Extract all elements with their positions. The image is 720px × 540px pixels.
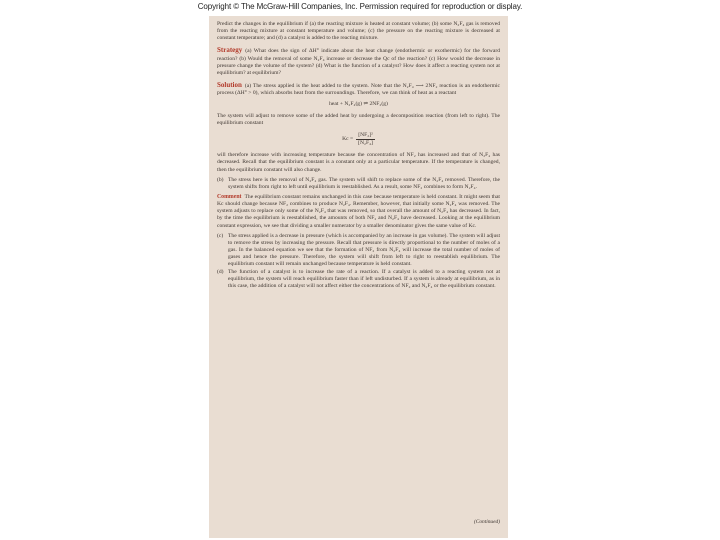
comment-text: The equilibrium constant remains unchanged in this case because temperature is held constant. It might seem that Kc should change because NF₂ combines to produce N₂F₄. Remember, however, that initially some N₂F₄ was removed. The system adjusts to replace only some of the N₂F₄ that was removed, so that overall the amount of N₂F₄ has decreased. In fact, by the time the equilibrium is reestablished, the amounts of both NF₂ and N₂F₄ have decreased. Looking at the equilibrium constant expression, we see that dividing a smaller numerator by a smaller denominator gives the same value of Kc. — [217, 193, 500, 229]
heat-equation: heat + N₂F₄(g) ⇌ 2NF₂(g) — [329, 101, 388, 108]
solution-part-d — [217, 269, 500, 290]
solution-part-a-intro: (a) The stress applied is the heat added to the system. Note that the N₂F₄ ⟶ 2NF₂ reaction is an endothermic process (ΔH° > 0), which absorbs heat from the surroundings. Therefore, we can think of heat as a reactant — [217, 83, 500, 97]
problem-statement: Predict the changes in the equilibrium if (a) the reacting mixture is heated at constant volume; (b) some N₂F₄ gas is removed from the reacting mixture at constant temperature and volume; (c) the pressure on the reacting mixture is decreased at constant temperature; and (d) a catalyst is added to the reacting mixture. — [217, 21, 500, 42]
kc-denominator: [N₂F₄] — [358, 140, 373, 147]
copyright-notice: Copyright © The McGraw-Hill Companies, Inc. Permission required for reproduction or display. — [197, 2, 523, 11]
kc-expression — [217, 132, 500, 147]
kc-symbol: Kc = — [342, 135, 354, 142]
part-b-text: The stress here is the removal of N₂F₄ gas. The system will shift to replace some of the N₂F₄ removed. Therefore, the system shifts from right to left until equilibrium is reestablished. As a result, some NF₂ combines to form N₂F₄. — [228, 176, 500, 190]
comment-paragraph — [217, 194, 500, 230]
part-c-text: The stress applied is a decrease in pressure (which is accompanied by an increase in gas volume). The system will adjust to remove the stress by increasing the pressure. Recall that pressure is directly proportional to the number of moles of a gas. In the balanced equation we see that the formation of NF₂ from N₂F₄ will increase the total number of moles of gases and hence the pressure. Therefore, the system will shift from left to right to reestablish equilibrium. The equilibrium constant will remain unchanged because temperature is held constant. — [228, 232, 500, 268]
part-d-text: The function of a catalyst is to increase the rate of a reaction. If a catalyst is added to a reacting system not at equilibrium, the system will reach equilibrium faster than if left undisturbed. If a system is already at equilibrium, as in this case, the addition of a catalyst will not affect either the concentrations of NF₂ and N₂F₄ or the equilibrium constant. — [228, 268, 500, 289]
solution-part-a-conclusion: will therefore increase with increasing temperature because the concentration of NF₂ has increased and that of N₂F₄ has decreased. Recall that the equilibrium constant is a constant only at a particular temperature. If the temperature is changed, then the equilibrium constant will also change. — [217, 152, 500, 173]
strategy-text: (a) What does the sign of ΔH° indicate about the heat change (endothermic or exothermic) for the forward reaction? (b) Would the removal of some N₂F₄ increase or decrease the Qc of the reaction? (c) How would the decrease in pressure change the volume of the system? (d) What is the function of a catalyst? How does it affect a reacting system not at equilibrium? at equilibrium? — [217, 48, 500, 76]
page-content — [217, 21, 500, 290]
solution-paragraph — [217, 82, 500, 97]
part-b-marker: (b) — [217, 176, 224, 183]
solution-part-b — [217, 177, 500, 191]
kc-fraction — [356, 132, 375, 147]
part-c-marker: (c) — [217, 232, 224, 239]
solution-part-a-shift: The system will adjust to remove some of the added heat by undergoing a decomposition reaction (from left to right). The equilibrium constant — [217, 112, 500, 126]
solution-heading: Solution — [217, 81, 242, 90]
part-d-marker: (d) — [217, 268, 224, 275]
kc-numerator: [NF₂]² — [356, 132, 375, 140]
solution-part-c — [217, 233, 500, 269]
continued-label: (Continued) — [473, 519, 500, 525]
comment-heading: Comment — [217, 193, 242, 200]
strategy-heading: Strategy — [217, 46, 243, 55]
textbook-page — [209, 16, 508, 538]
strategy-paragraph — [217, 47, 500, 77]
